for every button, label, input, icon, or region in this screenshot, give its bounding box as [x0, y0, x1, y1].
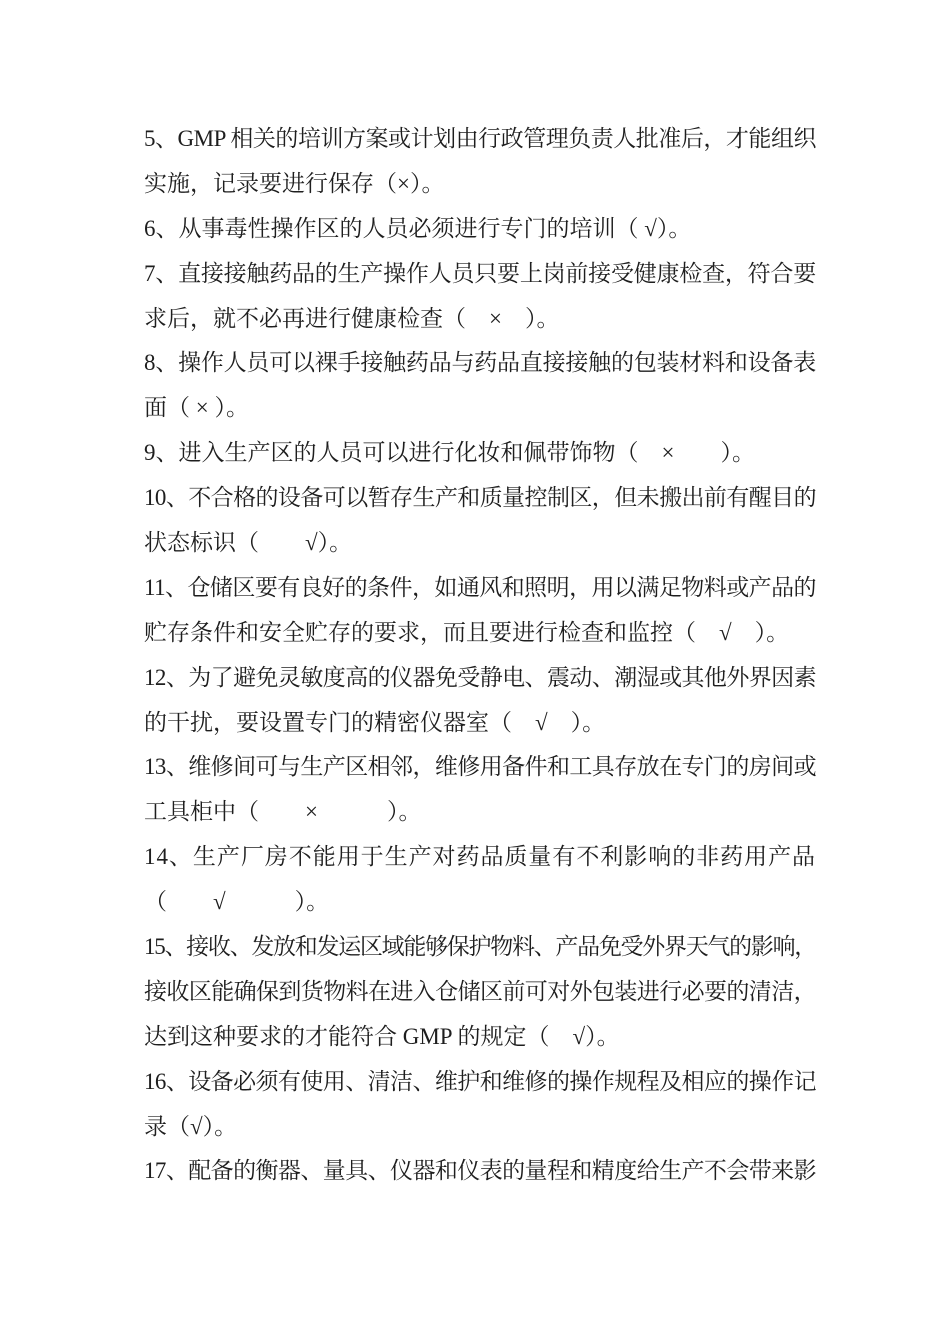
question-text-line: [144, 745, 816, 790]
question-text-line: [144, 1060, 816, 1105]
question-text-line: [144, 656, 816, 701]
question-text-line: [144, 1015, 816, 1060]
line-text: （ √ ）。: [144, 889, 330, 915]
line-text: 工具柜中（ × ）。: [144, 799, 422, 825]
line-text: 7、直接接触药品的生产操作人员只要上岗前接受健康检查，符合要: [144, 260, 817, 286]
line-text: 实施，记录要进行保存（×）。: [144, 170, 445, 196]
question-text-line: [144, 341, 816, 386]
line-text: 12、为了避免灵敏度高的仪器免受静电、震动、潮湿或其他外界因素: [144, 664, 817, 690]
line-text: 的干扰，要设置专门的精密仪器室（ √ ）。: [144, 709, 606, 735]
line-text: 8、操作人员可以裸手接触药品与药品直接接触的包装材料和设备表: [144, 350, 817, 376]
question-text-line: [144, 386, 816, 431]
line-text: 14、生产厂房不能用于生产对药品质量有不利影响的非药用产品: [144, 844, 816, 870]
question-text-line: [144, 117, 816, 162]
question-text-line: [144, 431, 816, 476]
question-text-line: [144, 1105, 816, 1150]
line-text: 状态标识（ √）。: [144, 530, 353, 556]
question-text-line: [144, 701, 816, 746]
question-text-line: [144, 611, 816, 656]
question-text-line: [144, 1149, 816, 1194]
line-text: 17、配备的衡器、量具、仪器和仪表的量程和精度给生产不会带来影: [144, 1158, 817, 1184]
line-text: 13、维修间可与生产区相邻，维修用备件和工具存放在专门的房间或: [144, 754, 817, 780]
question-text-line: [144, 880, 816, 925]
line-text: 贮存条件和安全贮存的要求，而且要进行检查和监控（ √ ）。: [144, 619, 790, 645]
line-text: 接收区能确保到货物料在进入仓储区前可对外包装进行必要的清洁，: [144, 978, 817, 1004]
question-text-line: [144, 207, 816, 252]
line-text: 15、接收、发放和发运区域能够保护物料、产品免受外界天气的影响，: [144, 934, 816, 960]
line-text: 9、进入生产区的人员可以进行化妆和佩带饰物（ × ）。: [144, 440, 755, 466]
quiz-text-block: [144, 117, 816, 1194]
line-text: 面（ × ）。: [144, 395, 249, 421]
question-text-line: [144, 925, 816, 970]
question-text-line: [144, 835, 816, 880]
line-text: 16、设备必须有使用、清洁、维护和维修的操作规程及相应的操作记: [144, 1068, 817, 1094]
question-text-line: [144, 476, 816, 521]
line-text: 11、仓储区要有良好的条件，如通风和照明，用以满足物料或产品的: [144, 574, 816, 600]
line-text: 求后，就不必再进行健康检查（ × ）。: [144, 305, 560, 331]
question-text-line: [144, 297, 816, 342]
question-text-line: [144, 252, 816, 297]
question-text-line: [144, 970, 816, 1015]
line-text: 5、GMP 相关的培训方案或计划由行政管理负责人批准后，才能组织: [144, 126, 816, 151]
question-text-line: [144, 790, 816, 835]
question-text-line: [144, 521, 816, 566]
line-text: 6、从事毒性操作区的人员必须进行专门的培训（ √）。: [144, 215, 692, 241]
question-text-line: [144, 162, 816, 207]
line-text: 录（√）。: [144, 1113, 238, 1139]
line-text: 10、不合格的设备可以暂存生产和质量控制区，但未搬出前有醒目的: [144, 485, 817, 511]
question-text-line: [144, 566, 816, 611]
line-text: 达到这种要求的才能符合 GMP 的规定（ √）。: [144, 1023, 620, 1049]
